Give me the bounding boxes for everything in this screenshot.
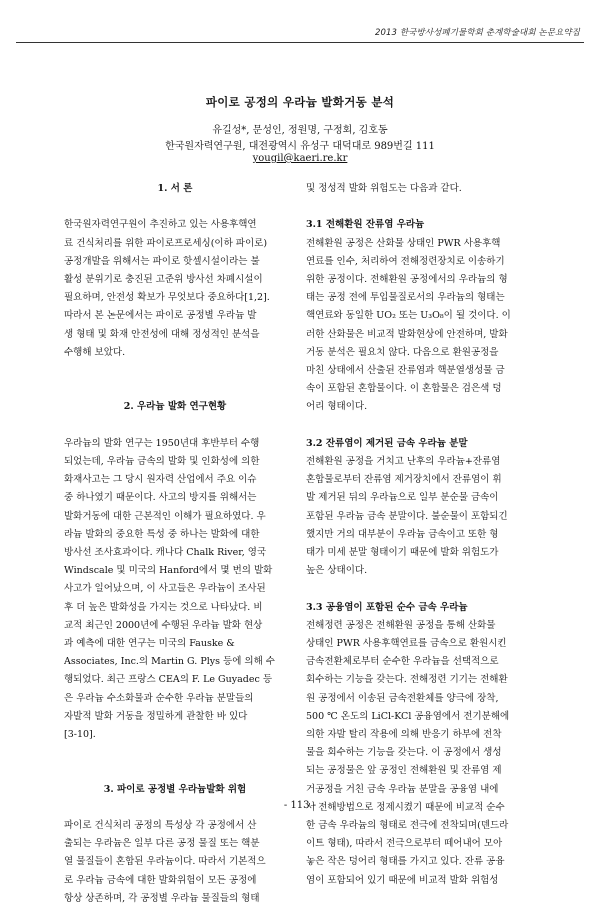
subsection-3-2-title: 3.2 잔류염이 제거된 금속 우라늄 분말	[306, 437, 468, 449]
text-line: Windscale 및 미국의 Hanford에서 몇 번의 발화	[64, 565, 273, 577]
text-line: 핵연료와 동일한 UO₂ 또는 U₃O₈이 될 것이다. 이	[306, 310, 511, 322]
right-column	[306, 180, 534, 890]
conference-header: 2013 한국방사성폐기물학회 춘계학술대회 논문요약집	[375, 28, 580, 38]
page-number: - 113 -	[283, 800, 317, 811]
text-line: 한 금속 우라늄의 형태로 전극에 전착되며(덴드라	[306, 820, 509, 832]
text-line: 라늄 발화의 중요한 특성 중 하나는 발화에 대한	[64, 528, 260, 540]
text-line: 회수하는 기능을 갖는다. 전해정련 기기는 전해환	[306, 674, 508, 686]
text-line: 파이로 건식처리 공정의 특성상 각 공정에서 산	[64, 819, 257, 831]
text-line: 우라늄의 발화 연구는 1950년대 후반부터 수행	[64, 437, 260, 449]
text-line: 수행해 보았다.	[64, 346, 126, 358]
text-line: [3-10].	[64, 729, 96, 740]
author-email[interactable]: yougil@kaeri.re.kr	[252, 153, 348, 164]
text-line: 속이 포함된 혼합물이다. 이 혼합물은 검은색 덩	[306, 383, 502, 395]
text-line: 거공정을 거친 금속 우라늄 분말을 공융염 내에	[306, 783, 499, 795]
text-line: 과 예측에 대한 연구는 미국의 Fauske &	[64, 637, 235, 649]
section-3-title: 3. 파이로 공정별 우라늄발화 위험	[103, 783, 247, 795]
text-line: 자발적 발화 거동을 정밀하게 관찰한 바 있다	[64, 710, 248, 722]
text-line: 놓은 작은 덩어리 형태를 가지고 있다. 잔류 공융	[306, 856, 505, 868]
text-line: 혼합물로부터 잔류염 제거장치에서 잔류염이 휘	[306, 474, 502, 486]
text-line: 전해환원 공정을 거치고 난후의 우라늄+잔류염	[306, 455, 501, 467]
text-line: 포함된 우라늄 금속 분말이다. 불순물이 포함되긴	[306, 510, 508, 522]
text-line: 생 형태 및 화재 안전성에 대해 정성적인 분석을	[64, 328, 260, 340]
text-line: Associates, Inc.의 Martin G. Plys 등에 의해 수	[64, 656, 275, 668]
text-line: 금속전환체로부터 순수한 우라늄을 선택적으로	[306, 656, 499, 668]
left-column	[64, 180, 286, 908]
text-line: 태는 공정 전에 투입물질로서의 우라늄의 형태는	[306, 292, 505, 304]
header-rule	[16, 42, 584, 43]
subsection-3-1-title: 3.1 전해환원 잔류염 우라늄	[306, 219, 425, 231]
text-line: 열 물질들이 혼합된 우라늄이다. 따라서 기본적으	[64, 856, 266, 868]
text-line: 중 하나였기 때문이다. 사고의 방지를 위해서는	[64, 492, 257, 504]
subsection-3-2-body	[306, 453, 534, 580]
text-line: 행되었다. 최근 프랑스 CEA의 F. Le Guyadec 등	[64, 674, 272, 686]
text-line: 발화거동에 대한 근본적인 이해가 필요하였다. 우	[64, 510, 266, 522]
text-line: 상태인 PWR 사용후핵연료를 금속으로 환원시킨	[306, 637, 507, 649]
text-line: 물을 회수하는 기능을 갖는다. 이 공정에서 생성	[306, 747, 502, 759]
text-line: 발 제거된 뒤의 우라늄으로 일부 분순물 금속이	[306, 492, 499, 504]
text-line: 필요하며, 안전성 확보가 무엇보다 중요하다[1,2].	[64, 292, 270, 304]
section-1-body	[64, 216, 286, 362]
text-line: 태가 미세 분말 형태이기 때문에 발화 위험도가	[306, 547, 499, 558]
text-line: 및 정성적 발화 위험도는 다음과 같다.	[306, 183, 462, 194]
text-line: 한국원자력연구원이 추진하고 있는 사용후핵연	[64, 219, 257, 231]
text-line: 이트 형태), 따라서 전극으로부터 떼어내어 모아	[306, 838, 503, 850]
text-line: 어리 형태이다.	[306, 401, 368, 413]
text-line: 공정개발을 위해서는 파이로 핫셀시설이라는 불	[64, 255, 260, 267]
text-line: 러한 산화물은 비교적 발화현상에 안전하며, 발화	[306, 328, 508, 340]
subsection-3-3-body	[306, 617, 534, 890]
section-1-title: 1. 서 론	[157, 183, 193, 194]
section-2-body	[64, 435, 286, 744]
text-line: 되었는데, 우라늄 금속의 발화 및 인화성에 의한	[64, 455, 260, 467]
text-line: 의한 자발 탈리 작용에 의해 반응기 하부에 전착	[306, 729, 502, 740]
text-line: 후 더 높은 발화성을 가지는 것으로 나타났다. 비	[64, 601, 263, 613]
text-line: 거동 분석은 필요치 않다. 다음으로 환원공정을	[306, 346, 499, 358]
affiliation: 한국원자력연구원, 대전광역시 유성구 대덕대로 989번길 111	[165, 141, 435, 152]
text-line: 화재사고는 그 당시 원자력 산업에서 주요 이슈	[64, 474, 257, 486]
text-line: 전해정련 공정은 전해환원 공정을 통해 산화물	[306, 619, 496, 631]
text-line: 서 전해방법으로 정제시켰기 때문에 비교적 순수	[306, 801, 505, 813]
text-line: 원 공정에서 이송된 금속전환체를 양극에 장착,	[306, 692, 499, 704]
text-line: 했지만 거의 대부분이 우라늄 금속이고 또한 형	[306, 528, 499, 540]
section-3-continued	[306, 180, 534, 198]
text-line: 활성 분위기로 충진된 고준위 방사선 차폐시설이	[64, 273, 263, 285]
text-line: 료 건식처리를 위한 파이로프로세싱(이하 파이로)	[64, 237, 268, 249]
section-2-title: 2. 우라늄 발화 연구현황	[123, 401, 227, 413]
text-line: 출되는 우라늄은 일부 다른 공정 물질 또는 핵분	[64, 838, 260, 850]
subsection-3-3-title: 3.3 공융염이 포함된 순수 금속 우라늄	[306, 601, 468, 613]
subsection-3-1-body	[306, 235, 534, 417]
text-line: 은 우라늄 수소화물과 순수한 우라늄 분말들의	[64, 692, 254, 704]
text-line: 되는 공정물은 앞 공정인 전해환원 및 잔류염 제	[306, 765, 502, 777]
section-3-body	[64, 817, 286, 908]
text-line: 500 ℃ 온도의 LiCl-KCl 공융염에서 전기분해에	[306, 710, 510, 722]
text-line: 전해환원 공정은 산화물 상태인 PWR 사용후핵	[306, 237, 501, 249]
text-line: 로 우라늄 금속에 대한 발화위험이 모든 공정에	[64, 874, 257, 886]
text-line: 항상 상존하며, 각 공정별 우라늄 물질들의 형태	[64, 892, 260, 904]
text-line: 교적 최근인 2000년에 수행된 우라늄 발화 현상	[64, 619, 263, 631]
text-line: 방사선 조사효과이다. 캐나다 Chalk River, 영국	[64, 546, 267, 558]
text-line: 염이 포함되어 있기 때문에 비교적 발화 위험성	[306, 874, 499, 886]
text-line: 따라서 본 논문에서는 파이로 공정별 우라늄 발	[64, 310, 257, 322]
text-line: 마친 상태에서 산출된 잔류염과 핵분열생성물 금	[306, 365, 505, 376]
text-line: 연료를 인수, 처리하여 전해정련장치로 이송하기	[306, 255, 505, 267]
paper-title: 파이로 공정의 우라늄 발화거동 분석	[205, 95, 395, 109]
text-line: 위한 공정이다. 전해환원 공정에서의 우라늄의 형	[306, 273, 508, 285]
text-line: 높은 상태이다.	[306, 565, 368, 577]
text-line: 사고가 일어났으며, 이 사고들은 우라늄이 조사된	[64, 583, 266, 595]
author-list: 유길성*, 문성인, 정원명, 구정회, 김호동	[212, 125, 388, 136]
